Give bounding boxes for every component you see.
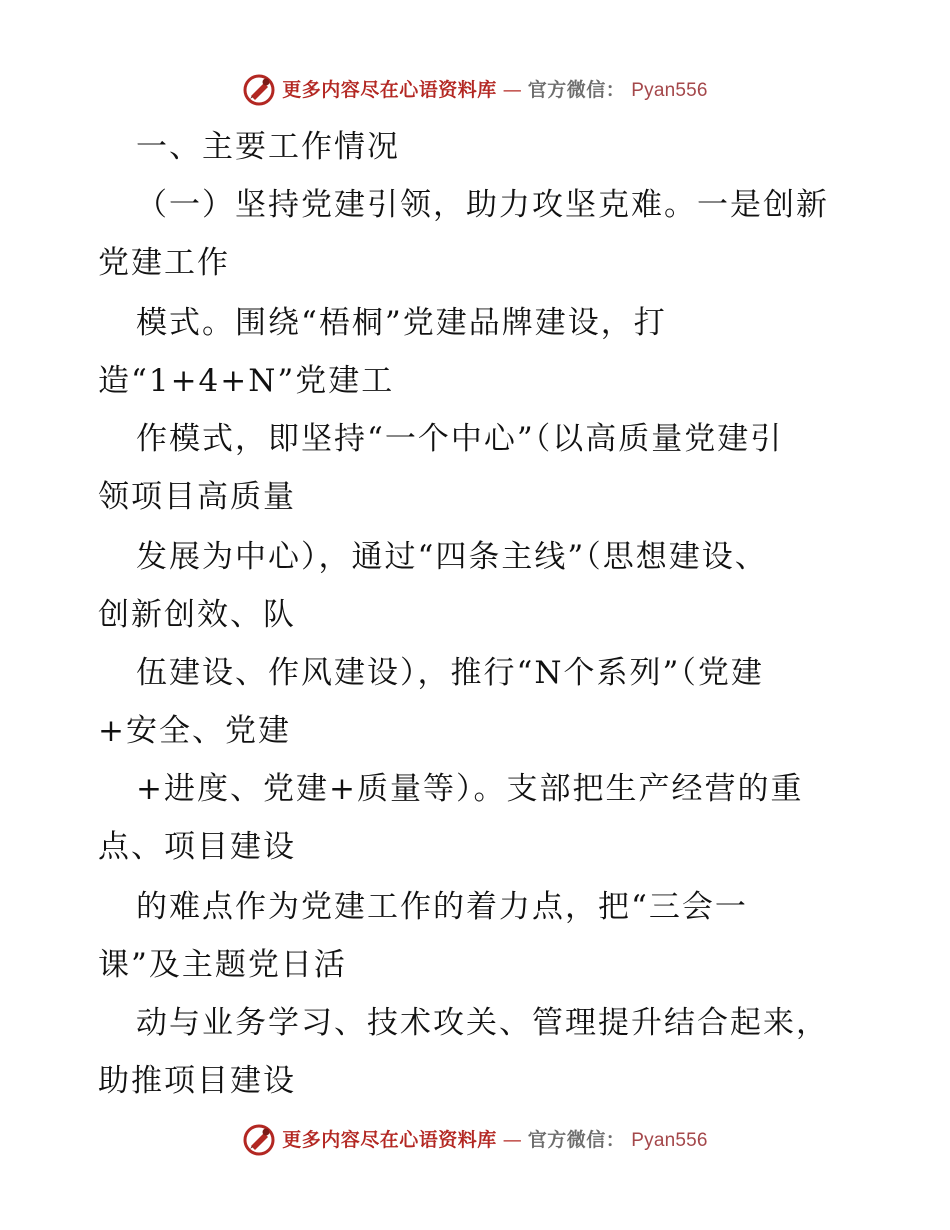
page-footer-watermark xyxy=(0,1120,950,1160)
page-header-watermark xyxy=(0,70,950,110)
paragraph-line: 的难点作为党建工作的着力点，把“三会一 xyxy=(136,889,748,925)
brand-wechat-label: 官方微信： xyxy=(527,78,626,101)
brand-dash: — xyxy=(502,1128,522,1151)
brand-dash: — xyxy=(502,78,522,101)
pen-circle-logo-icon xyxy=(242,73,276,107)
paragraph-line: 作模式，即坚持“一个中心”（以高质量党建引 xyxy=(136,421,784,457)
paragraph-line: 伍建设、作风建设），推行“N个系列”（党建 xyxy=(136,655,764,691)
paragraph-line: 点、项目建设 xyxy=(98,829,296,865)
paragraph-line: +进度、党建+质量等）。支部把生产经营的重 xyxy=(136,771,804,807)
paragraph-line: 助推项目建设 xyxy=(98,1063,296,1099)
paragraph-line: 造“1+4+N”党建工 xyxy=(98,363,395,399)
paragraph-line: +安全、党建 xyxy=(98,713,291,749)
paragraph-line: 发展为中心），通过“四条主线”（思想建设、 xyxy=(136,539,768,575)
paragraph-line: 动与业务学习、技术攻关、管理提升结合起来， xyxy=(136,1005,829,1041)
pen-circle-logo-icon xyxy=(242,1123,276,1157)
brand-banner xyxy=(242,1123,707,1157)
paragraph-line: 领项目高质量 xyxy=(98,479,296,515)
paragraph-line: 模式。围绕“梧桐”党建品牌建设，打 xyxy=(136,305,667,341)
brand-site-name: 更多内容尽在心语资料库 xyxy=(282,78,497,101)
section-heading: 一、主要工作情况 xyxy=(136,129,400,165)
paragraph-line: （一）坚持党建引领，助力攻坚克难。一是创新 xyxy=(136,187,829,223)
paragraph-line: 课”及主题党日活 xyxy=(98,947,347,983)
paragraph-line: 创新创效、队 xyxy=(98,597,296,633)
brand-wechat-handle: Pyan556 xyxy=(631,1129,708,1151)
paragraph-line: 党建工作 xyxy=(98,245,230,281)
brand-site-name: 更多内容尽在心语资料库 xyxy=(282,1128,497,1151)
brand-wechat-label: 官方微信： xyxy=(527,1128,626,1151)
brand-banner xyxy=(242,73,707,107)
brand-wechat-handle: Pyan556 xyxy=(631,79,708,101)
